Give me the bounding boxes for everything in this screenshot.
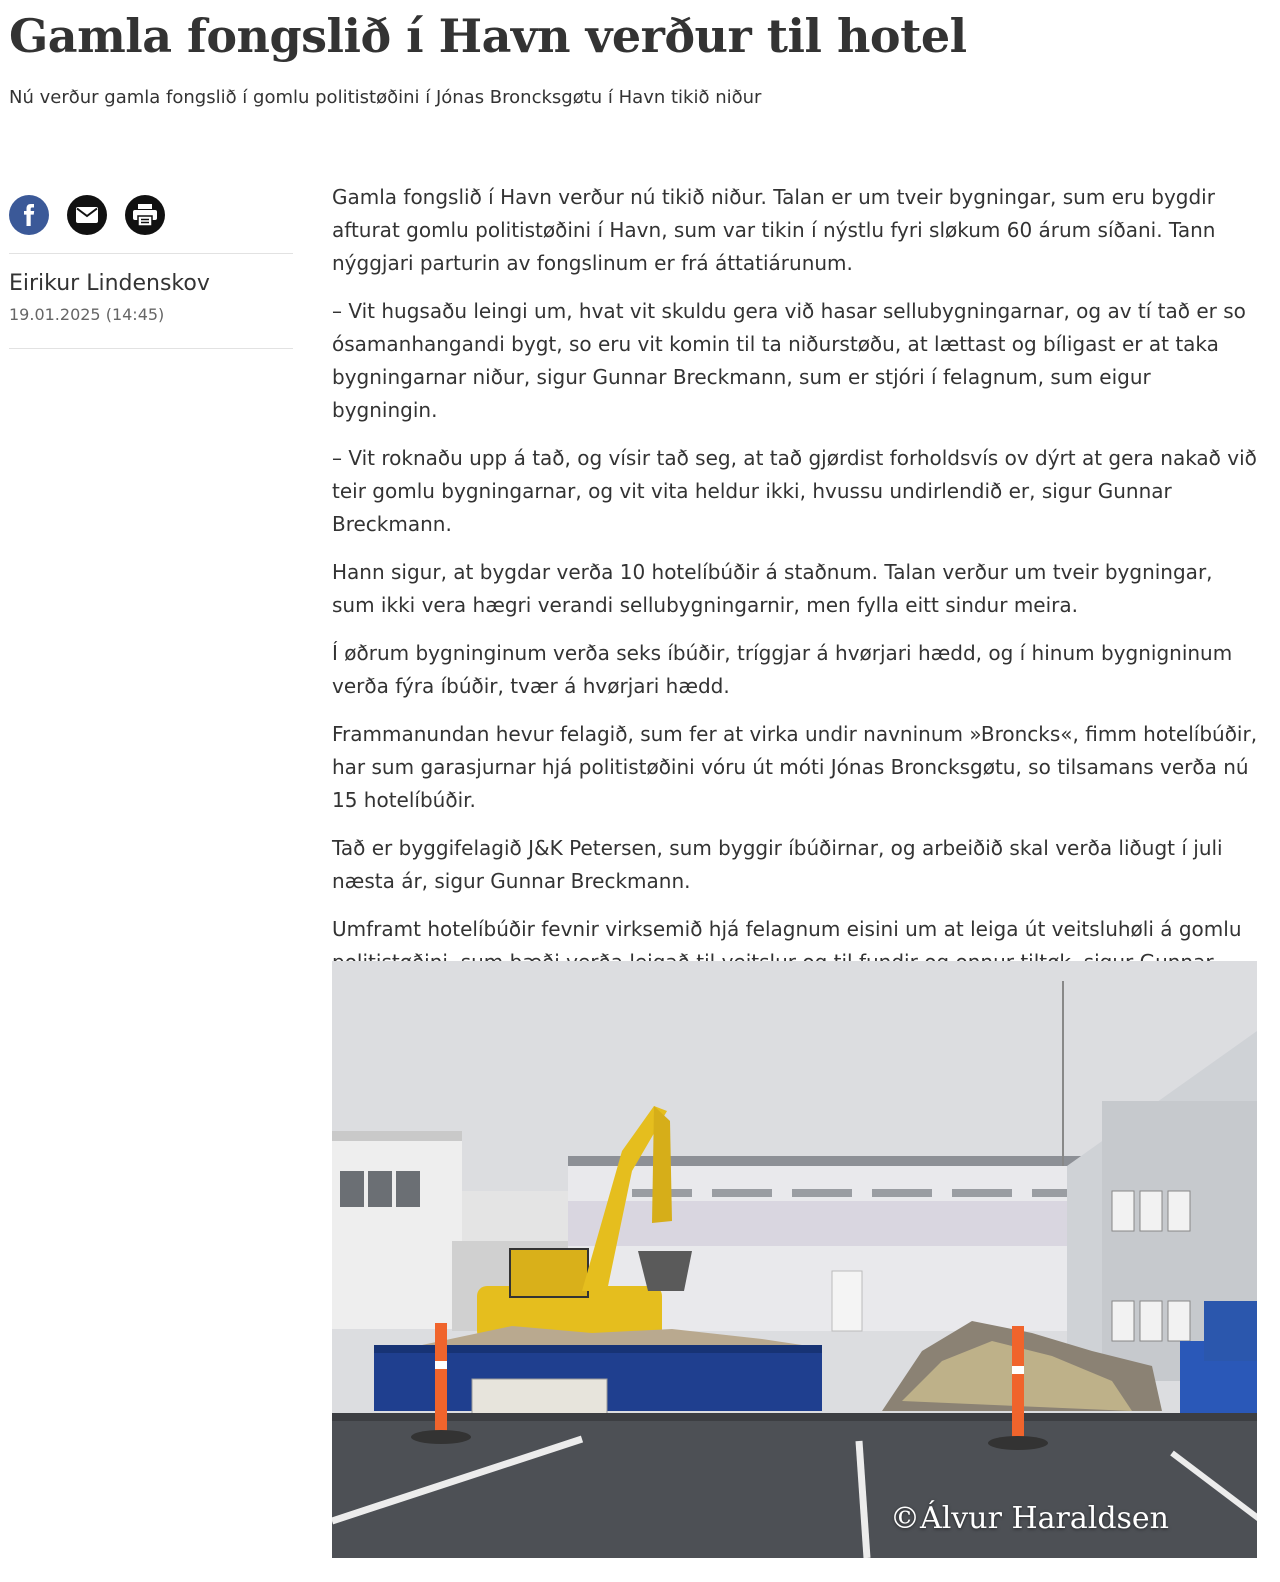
article-subheadline: Nú verður gamla fongslið í gomlu politistøðini í Jónas Broncksgøtu í Havn tikið niður bbox=[9, 87, 762, 108]
email-share-button[interactable] bbox=[67, 195, 107, 235]
divider bbox=[9, 348, 293, 349]
article-paragraph: Tað er byggifelagið J&K Petersen, sum byggir íbúðirnar, og arbeiðið skal verða liðugt í juli næsta ár, sigur Gunnar Breckmann. bbox=[332, 836, 1223, 893]
share-bar bbox=[9, 194, 293, 236]
facebook-share-button[interactable] bbox=[9, 195, 49, 235]
article-paragraph: – Vit roknaðu upp á tað, og vísir tað seg, at tað gjørdist forholdsvís ov dýrt at gera nakað við teir gomlu bygningarnar, og vit vita heldur ikki, hvussu undirlendið er, sigur Gunnar Breckmann. bbox=[332, 446, 1257, 536]
article-paragraph: Hann sigur, at bygdar verða 10 hotelíbúðir á staðnum. Talan verður um tveir bygningar, sum ikki vera hægri verandi sellubygningarnir, men fylla eitt sindur meira. bbox=[332, 560, 1213, 617]
divider bbox=[9, 253, 293, 254]
photo-credit: ©Álvur Haraldsen bbox=[890, 1501, 1169, 1536]
article-headline: Gamla fongslið í Havn verður til hotel bbox=[9, 9, 967, 63]
email-icon bbox=[76, 207, 98, 223]
demolition-site-illustration bbox=[332, 961, 1257, 1558]
print-icon bbox=[133, 204, 157, 226]
article-paragraph: Gamla fongslið í Havn verður nú tikið niður. Talan er um tveir bygningar, sum eru bygdir afturat gomlu politistøðini í Havn, sum var tikin í nýstlu fyri sløkum 60 árum síðani. Tann nýggjari parturin av fongslinum er frá áttatiárunum. bbox=[332, 185, 1216, 275]
article-photo bbox=[332, 961, 1257, 1558]
article-paragraph: Frammanundan hevur felagið, sum fer at virka undir navninum »Broncks«, fimm hotelíbúðir, har sum garasjurnar hjá politistøðini vóru út móti Jónas Broncksgøtu, so tilsamans verða nú 15 hotelíbúðir. bbox=[332, 722, 1258, 812]
article-body bbox=[332, 181, 1260, 1027]
publish-date: 19.01.2025 (14:45) bbox=[9, 305, 165, 324]
article-paragraph: Umframt hotelíbúðir fevnir virksemið hjá felagnum eisini um at leiga út veitsluhøli á gomlu bbox=[332, 917, 1242, 941]
author-name: Eirikur Lindenskov bbox=[9, 271, 210, 296]
facebook-icon bbox=[19, 203, 39, 227]
print-button[interactable] bbox=[125, 195, 165, 235]
article-paragraph: – Vit hugsaðu leingi um, hvat vit skuldu gera við hasar sellubygningarnar, og av tí tað er so ósamanhangandi bygt, so eru vit komin til ta niðurstøðu, at lættast og bíligast er at taka bygningarnar niður, sigur Gunnar Breckmann, sum er stjóri í felagnum, sum eigur bygningin. bbox=[332, 299, 1246, 422]
article-paragraph: Í øðrum bygninginum verða seks íbúðir, tríggjar á hvørjari hædd, og í hinum bygnigninum verða fýra íbúðir, tvær á hvørjari hædd. bbox=[332, 641, 1233, 698]
article-sidebar bbox=[9, 194, 293, 349]
